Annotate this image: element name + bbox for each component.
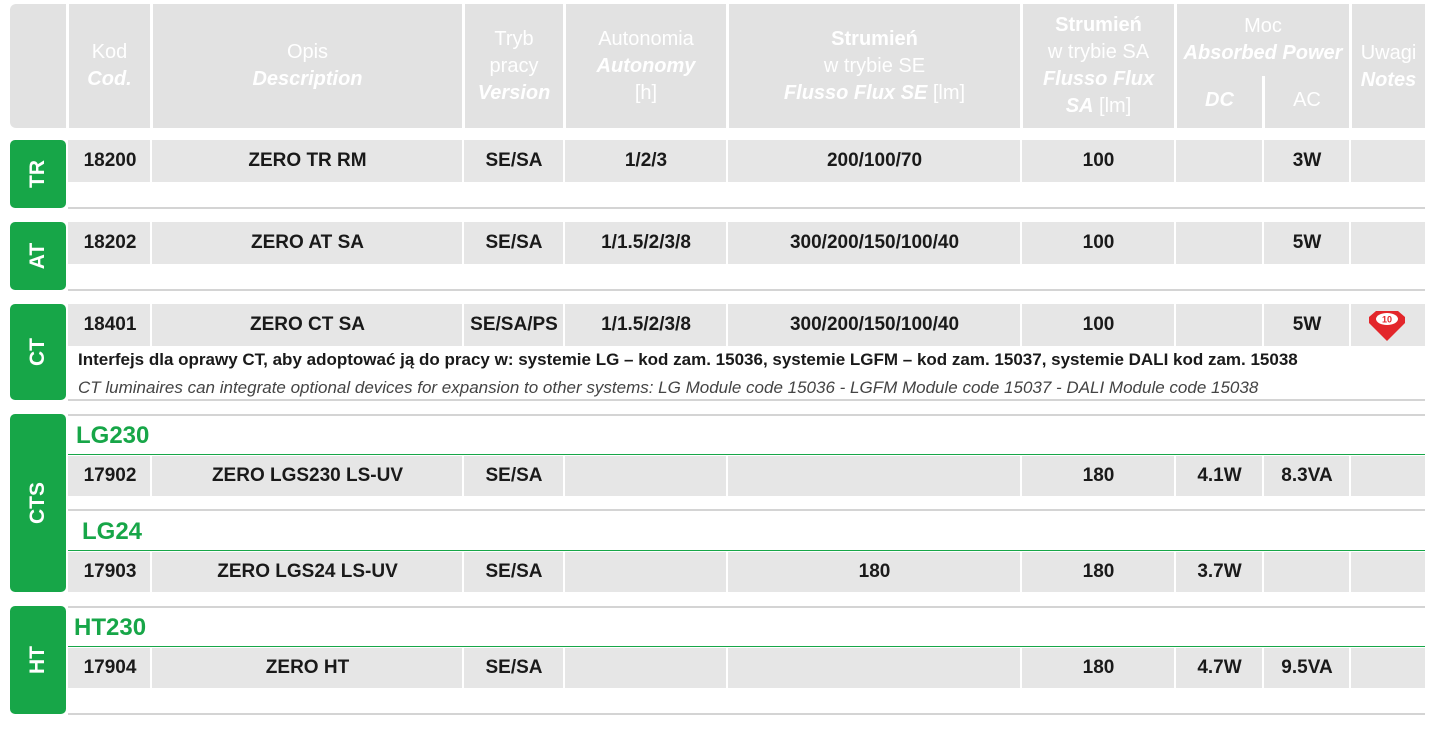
row-0-ac: 3W [1292, 150, 1322, 171]
header-kod [69, 4, 150, 128]
group-line [68, 454, 1425, 455]
tab-tr [10, 140, 66, 208]
row-5-flux-se [728, 648, 1021, 688]
row-3-autonomy [565, 456, 727, 496]
tab-ht [10, 606, 66, 714]
group-line [68, 550, 1425, 551]
header-tryb-en: Version [477, 81, 551, 104]
row-3-mode: SE/SA [485, 465, 543, 486]
header-sa-pl2: w trybie SA [1047, 41, 1150, 63]
row-2-code: 18401 [83, 314, 137, 335]
tab-at [10, 222, 66, 290]
header-sa-pl1: Strumień [1055, 14, 1142, 36]
tab-tr-label: TR [26, 160, 49, 188]
row-0-mode: SE/SA [485, 150, 543, 171]
row-3-code: 17902 [83, 465, 137, 486]
row-2-autonomy: 1/1.5/2/3/8 [601, 314, 691, 335]
header-se-en: Flusso Flux SE [783, 81, 928, 104]
row-4-flux-sa: 180 [1082, 561, 1115, 582]
row-1-mode: SE/SA [485, 232, 543, 253]
row-bottom-line [68, 713, 1425, 715]
header-sa-en: Flusso Flux [1042, 68, 1155, 90]
header-kod-en: Cod. [87, 68, 132, 90]
row-2-flux-sa: 100 [1082, 314, 1115, 335]
row-2-ac: 5W [1292, 314, 1322, 335]
row-bottom-line [68, 399, 1425, 401]
ct-note-pl: Interfejs dla oprawy CT, aby adoptować ją do pracy w: systemie LG – kod zam. 15036, systemie LGFM – kod zam. 15037, systemie DALI kod zam. 15038 [78, 350, 1298, 369]
row-2-dc [1176, 304, 1263, 346]
row-bottom-line [68, 207, 1425, 209]
header-ac-label: AC [1293, 88, 1321, 111]
row-1-ac: 5W [1292, 232, 1322, 253]
header-kod-pl: Kod [91, 41, 128, 63]
row-1-flux-se: 300/200/150/100/40 [789, 232, 960, 253]
row-2-flux-se: 300/200/150/100/40 [789, 314, 960, 335]
badge-text: 10 [1381, 314, 1393, 325]
row-5-dc: 4.7W [1197, 657, 1242, 678]
header-opis-en: Description [252, 68, 363, 90]
header-moc-pl: Moc [1244, 15, 1282, 37]
row-2-desc: ZERO CT SA [249, 314, 366, 335]
header-se-pl2: w trybie SE [823, 54, 926, 77]
row-5-autonomy [565, 648, 727, 688]
row-0-autonomy: 1/2/3 [624, 150, 668, 171]
header-uwagi-pl: Uwagi [1360, 42, 1417, 64]
row-0-code: 18200 [83, 150, 137, 171]
tab-ct [10, 304, 66, 400]
row-1-dc [1176, 222, 1263, 264]
row-3-ac: 8.3VA [1281, 465, 1333, 486]
header-dc [1177, 76, 1262, 124]
header-sa-en2: SA [1065, 95, 1094, 117]
header-autonomia-en: Autonomy [596, 54, 696, 77]
row-4-mode: SE/SA [485, 561, 543, 582]
header-flux-se [729, 4, 1020, 128]
row-3-flux-sa: 180 [1082, 465, 1115, 486]
header-uwagi [1352, 4, 1425, 128]
header-opis [153, 4, 462, 128]
ct-note-en: CT luminaires can integrate optional devices for expansion to other systems: LG Module code 15036 - LGFM Module code 15037 - DALI Module code 15038 [78, 378, 1259, 397]
row-4-code: 17903 [83, 561, 137, 582]
header-tryb-pl1: Tryb [494, 27, 534, 50]
header-flux-sa [1023, 4, 1174, 128]
header-se-unit: [lm] [927, 81, 966, 104]
row-0-flux-se: 200/100/70 [826, 150, 923, 171]
row-5-desc: ZERO HT [265, 657, 350, 678]
header-moc [1177, 4, 1349, 76]
header-opis-pl: Opis [286, 41, 329, 63]
row-0-flux-sa: 100 [1082, 150, 1115, 171]
row-1-code: 18202 [83, 232, 137, 253]
row-3-desc: ZERO LGS230 LS-UV [211, 465, 404, 486]
tab-ht-label: HT [26, 646, 49, 674]
header-autonomia [566, 4, 726, 128]
shield-badge-icon [1367, 309, 1407, 343]
row-0-desc: ZERO TR RM [248, 150, 367, 171]
row-3-dc: 4.1W [1197, 465, 1242, 486]
group-label-lg24: LG24 [82, 518, 143, 545]
header-tryb [465, 4, 563, 128]
row-3-flux-se [728, 456, 1021, 496]
header-se-pl1: Strumień [831, 27, 918, 50]
header-ac [1265, 76, 1349, 124]
row-4-ac [1264, 552, 1350, 592]
tab-ct-label: CT [26, 338, 49, 366]
certification-badge-icon [1366, 308, 1408, 344]
tab-at-label: AT [26, 242, 49, 270]
group-line [68, 646, 1425, 647]
header-tryb-pl2: pracy [489, 54, 539, 77]
header-moc-en: Absorbed Power [1183, 42, 1343, 64]
row-0-dc [1176, 140, 1263, 182]
row-bottom-line [68, 289, 1425, 291]
group-label-lg230: LG230 [76, 422, 150, 449]
row-4-autonomy [565, 552, 727, 592]
header-autonomia-unit: [h] [634, 81, 658, 104]
row-5-code: 17904 [83, 657, 137, 678]
row-5-ac: 9.5VA [1281, 657, 1333, 678]
tab-cts-label: CTS [26, 482, 49, 524]
row-top-line [68, 606, 1425, 608]
row-bottom-line [68, 509, 1425, 511]
header-autonomia-pl: Autonomia [598, 27, 694, 50]
row-4-dc: 3.7W [1197, 561, 1242, 582]
row-1-desc: ZERO AT SA [251, 232, 364, 253]
header-sa-unit: [lm] [1093, 95, 1132, 117]
row-4-flux-se: 180 [858, 561, 891, 582]
header-uwagi-en: Notes [1360, 69, 1417, 91]
row-5-flux-sa: 180 [1082, 657, 1115, 678]
group-label-ht230: HT230 [74, 614, 147, 641]
row-5-mode: SE/SA [485, 657, 543, 678]
row-1-autonomy: 1/1.5/2/3/8 [601, 232, 691, 253]
row-4-desc: ZERO LGS24 LS-UV [217, 561, 398, 582]
header-dc-label: DC [1205, 88, 1234, 111]
tab-cts [10, 414, 66, 592]
row-2-mode: SE/SA/PS [470, 314, 558, 335]
row-top-line [68, 414, 1425, 416]
row-1-flux-sa: 100 [1082, 232, 1115, 253]
